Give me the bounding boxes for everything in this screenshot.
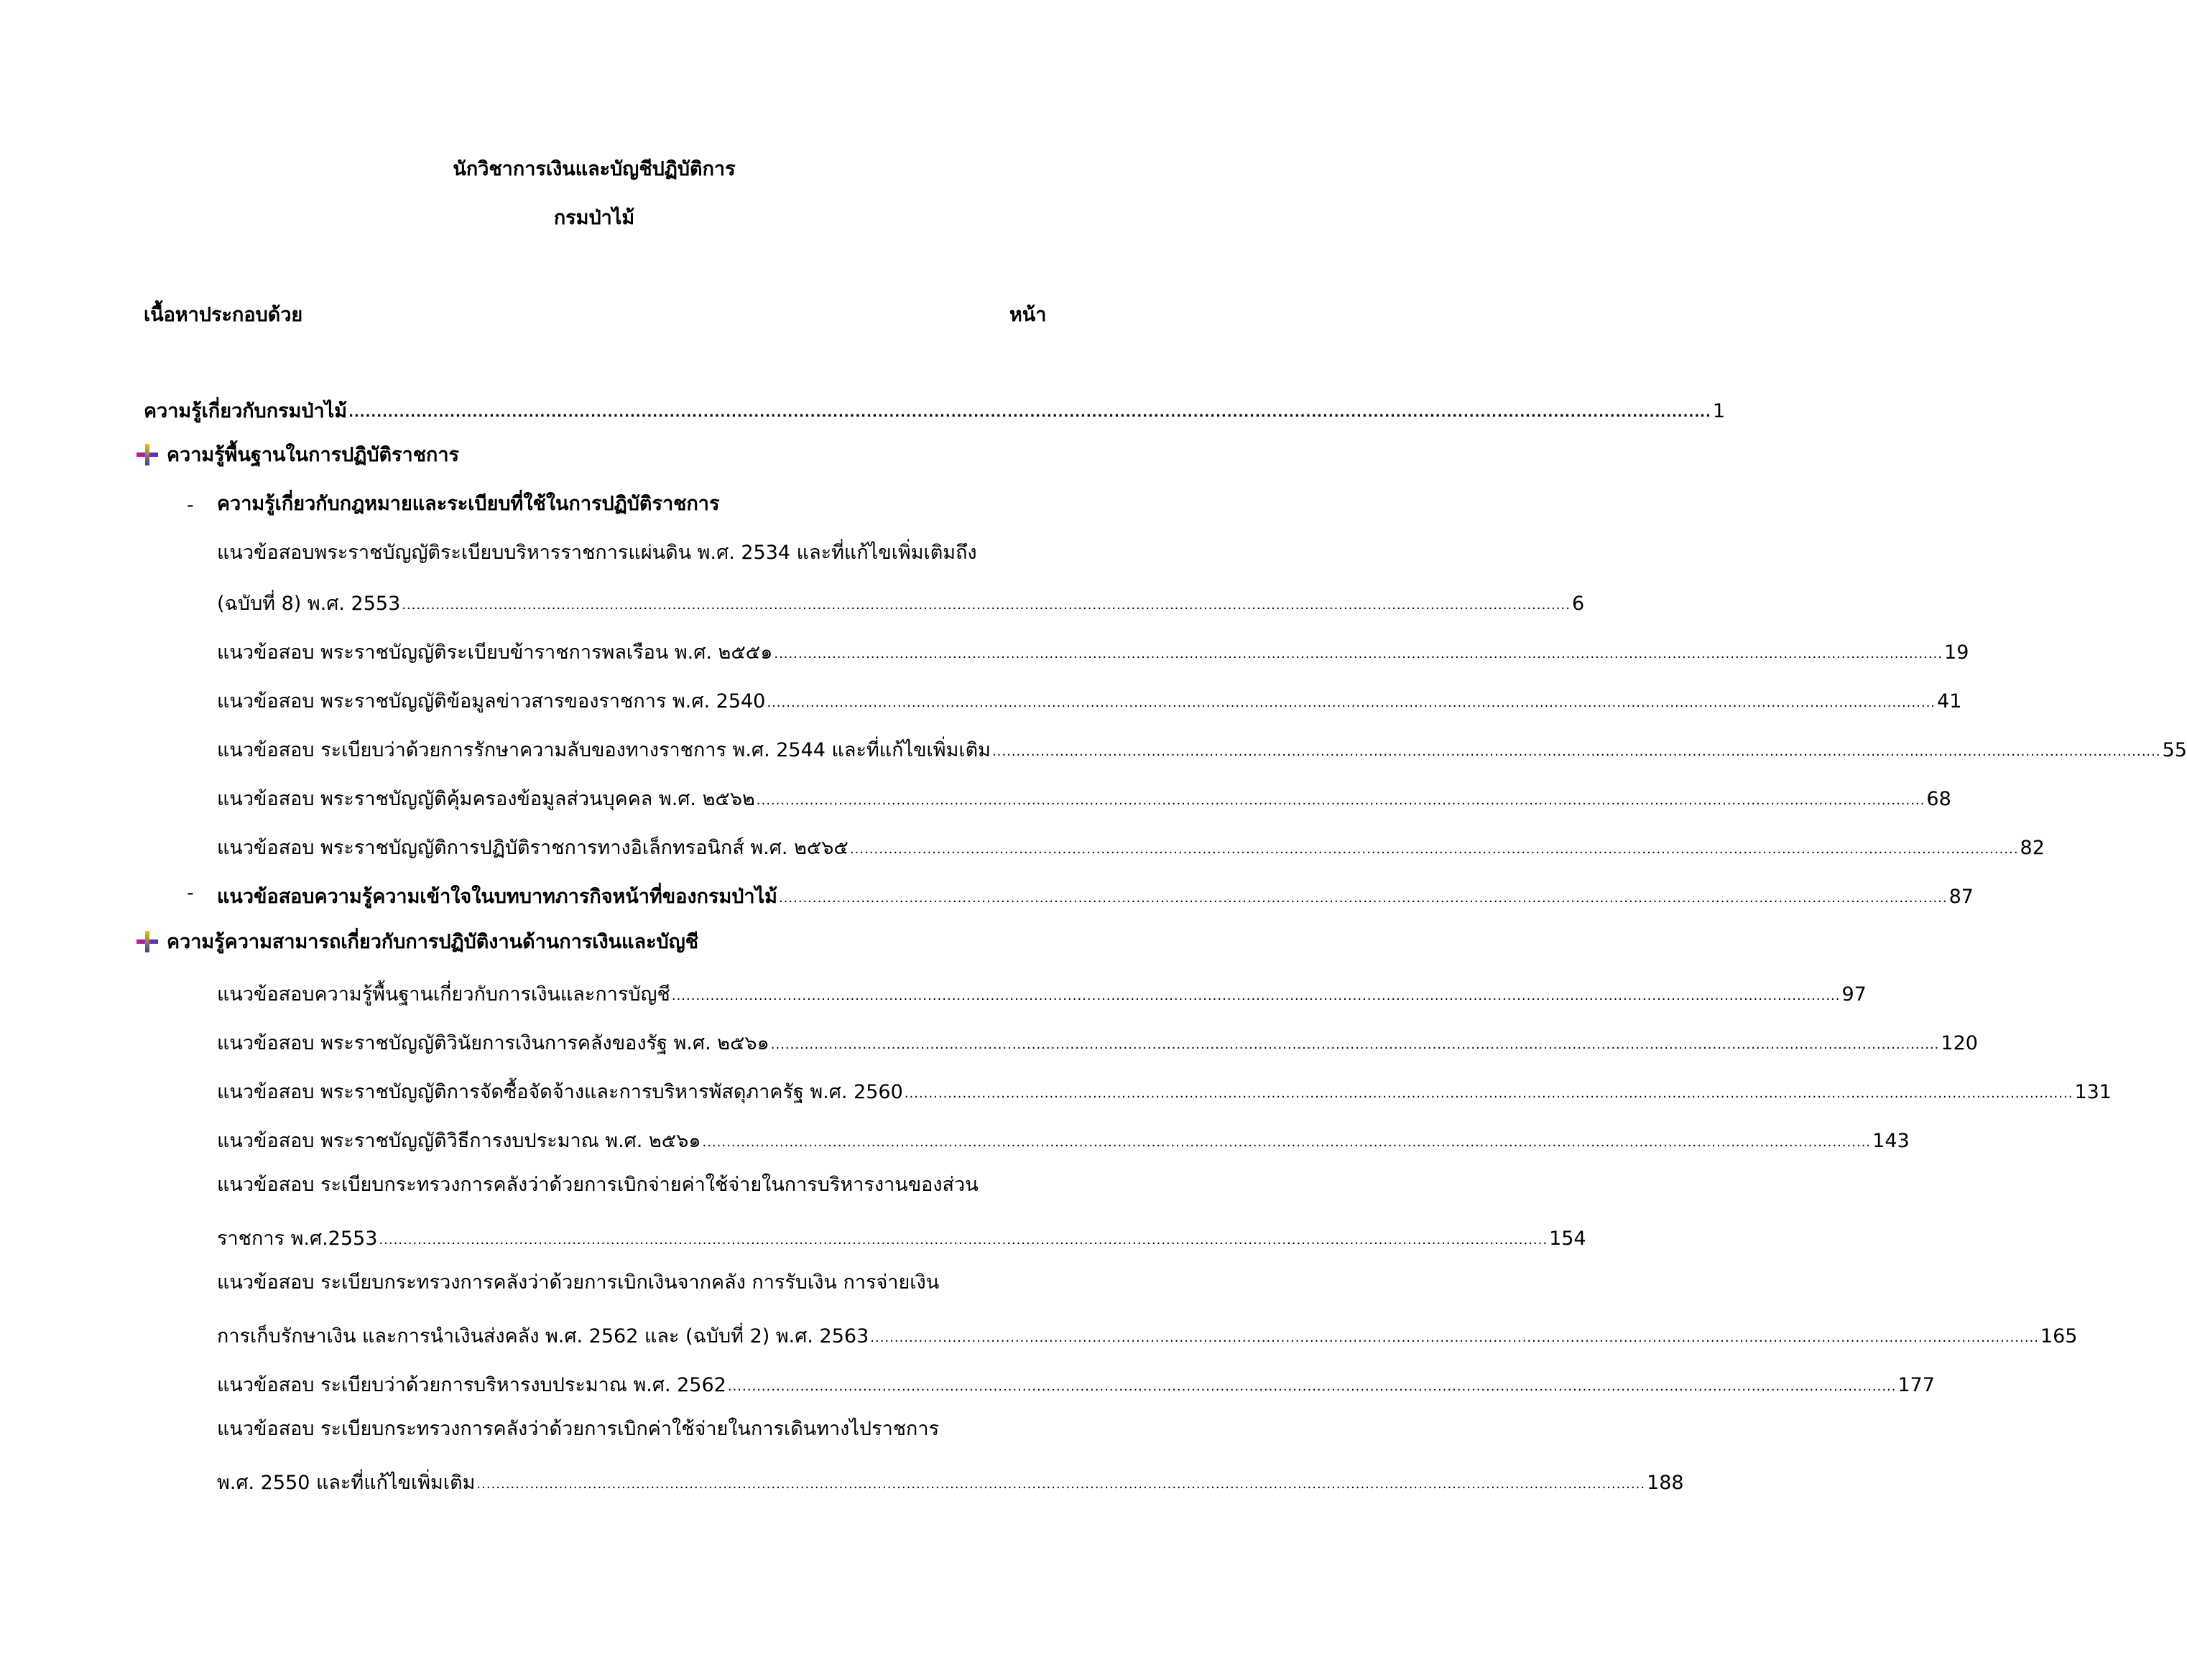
toc-entry[interactable]	[217, 1220, 1586, 1250]
toc-section[interactable]	[137, 444, 459, 465]
document-title: นักวิชาการเงินและบัญชีปฏิบัติการ	[453, 158, 736, 180]
toc-entry[interactable]	[217, 1024, 1978, 1054]
toc-entry-title[interactable]: แนวข้อสอบ ระเบียบกระทรวงการคลังว่าด้วยการเบิกค่าใช้จ่ายในการเดินทางไปราชการ	[217, 1418, 940, 1440]
toc-entry-title: แนวข้อสอบ พระราชบัญญัติวินัยการเงินการคลังของรัฐ พ.ศ. ๒๕๖๑	[217, 1032, 769, 1054]
toc-entry-title: แนวข้อสอบ พระราชบัญญัติวิธีการงบประมาณ พ.ศ. ๒๕๖๑	[217, 1130, 701, 1152]
toc-entry-title: แนวข้อสอบ พระราชบัญญัติระเบียบข้าราชการพลเรือน พ.ศ. ๒๕๕๑	[217, 641, 773, 664]
toc-section-title: ความรู้พื้นฐานในการปฏิบัติราชการ	[167, 443, 460, 466]
toc-entry-page: 131	[2074, 1081, 2112, 1103]
toc-entry-page: 120	[1941, 1032, 1978, 1054]
toc-entry-title: แนวข้อสอบ ระเบียบว่าด้วยการรักษาความลับของทางราชการ พ.ศ. 2544 และที่แก้ไขเพิ่มเติม	[217, 739, 991, 761]
leader-dots: ..................................................................................................................................................................................................................................................	[904, 1086, 2073, 1101]
toc-section[interactable]	[137, 931, 698, 952]
toc-entry-page: 154	[1549, 1227, 1586, 1250]
toc-entry-page: 19	[1944, 641, 1969, 664]
toc-entry-title: ความรู้เกี่ยวกับกรมป่าไม้	[144, 400, 348, 422]
toc-entry-page: 6	[1571, 593, 1585, 615]
leader-dots: ..................................................................................................................................................................................................................................................	[379, 1233, 1548, 1248]
page-column-heading: หน้า	[1009, 304, 1047, 326]
leader-dots: ..................................................................................................................................................................................................................................................	[770, 1037, 1940, 1052]
toc-entry-page: 188	[1647, 1472, 1684, 1494]
toc-entry[interactable]	[217, 878, 1974, 908]
leader-dots: ..................................................................................................................................................................................................................................................	[702, 1135, 1872, 1150]
toc-entry-page: 1	[1712, 400, 1726, 422]
toc-entry[interactable]	[217, 829, 2045, 859]
contents-heading: เนื้อหาประกอบด้วย	[144, 304, 303, 326]
toc-entry-title[interactable]: แนวข้อสอบ ระเบียบกระทรวงการคลังว่าด้วยการเบิกจ่ายค่าใช้จ่ายในการบริหารงานของส่วน	[217, 1174, 979, 1196]
toc-entry[interactable]	[217, 1366, 1936, 1396]
toc-entry-page: 55	[2162, 739, 2187, 761]
leader-dots: ..................................................................................................................................................................................................................................................	[870, 1330, 2039, 1345]
toc-entry[interactable]	[217, 585, 1585, 615]
leader-dots: ..................................................................................................................................................................................................................................................	[778, 891, 1948, 906]
toc-entry-page: 87	[1948, 886, 1974, 908]
plus-bullet-icon	[137, 931, 158, 952]
leader-dots: ..................................................................................................................................................................................................................................................	[727, 1379, 1897, 1394]
toc-entry[interactable]	[217, 975, 1867, 1006]
plus-bullet-icon	[137, 444, 158, 465]
toc-entry[interactable]	[144, 392, 1726, 422]
toc-entry-title: แนวข้อสอบ พระราชบัญญัติข้อมูลข่าวสารของราชการ พ.ศ. 2540	[217, 690, 766, 713]
toc-entry-page: 82	[2020, 837, 2045, 859]
toc-entry[interactable]	[217, 634, 1969, 664]
toc-entry-page: 165	[2040, 1325, 2078, 1347]
toc-entry-title: (ฉบับที่ 8) พ.ศ. 2553	[217, 593, 401, 615]
toc-entry[interactable]	[217, 1464, 1684, 1494]
toc-entry-title[interactable]: แนวข้อสอบพระราชบัญญัติระเบียบบริหารราชการแผ่นดิน พ.ศ. 2534 และที่แก้ไขเพิ่มเติมถึง	[217, 542, 977, 564]
toc-entry-title: พ.ศ. 2550 และที่แก้ไขเพิ่มเติม	[217, 1472, 476, 1494]
leader-dots: ..................................................................................................................................................................................................................................................	[671, 988, 1841, 1003]
toc-entry[interactable]	[217, 1317, 2078, 1347]
toc-entry-title[interactable]: แนวข้อสอบ ระเบียบกระทรวงการคลังว่าด้วยการเบิกเงินจากคลัง การรับเงิน การจ่ายเงิน	[217, 1271, 940, 1294]
toc-entry[interactable]	[217, 780, 1951, 810]
toc-entry-title: ราชการ พ.ศ.2553	[217, 1227, 378, 1250]
toc-entry-title: แนวข้อสอบความรู้พื้นฐานเกี่ยวกับการเงินและการบัญชี	[217, 983, 670, 1006]
leader-dots: ..................................................................................................................................................................................................................................................	[756, 793, 1925, 808]
document-subtitle: กรมป่าไม้	[553, 207, 635, 229]
toc-entry[interactable]	[217, 1073, 2112, 1103]
dash-bullet: -	[187, 882, 194, 904]
toc-entry[interactable]	[217, 1122, 1910, 1152]
toc-entry-title: แนวข้อสอบ พระราชบัญญัติการจัดซื้อจัดจ้างและการบริหารพัสดุภาครัฐ พ.ศ. 2560	[217, 1081, 903, 1103]
leader-dots: ..................................................................................................................................................................................................................................................	[774, 646, 1943, 662]
toc-entry-page: 143	[1872, 1130, 1910, 1152]
leader-dots: ..................................................................................................................................................................................................................................................	[476, 1477, 1646, 1492]
toc-entry-title: แนวข้อสอบ ระเบียบว่าด้วยการบริหารงบประมาณ พ.ศ. 2562	[217, 1374, 726, 1396]
dash-bullet: -	[187, 494, 194, 516]
leader-dots: ..................................................................................................................................................................................................................................................	[849, 842, 2019, 857]
toc-subsection-title: แนวข้อสอบความรู้ความเข้าใจในบทบาทภารกิจหน้าที่ของกรมป่าไม้	[217, 886, 777, 908]
toc-subsection-title[interactable]: ความรู้เกี่ยวกับกฎหมายและระเบียบที่ใช้ในการปฏิบัติราชการ	[217, 493, 720, 515]
toc-section-title: ความรู้ความสามารถเกี่ยวกับการปฏิบัติงานด้านการเงินและบัญชี	[167, 930, 699, 953]
toc-entry-page: 68	[1926, 788, 1951, 810]
toc-entry-title: การเก็บรักษาเงิน และการนำเงินส่งคลัง พ.ศ. 2562 และ (ฉบับที่ 2) พ.ศ. 2563	[217, 1325, 869, 1347]
leader-dots: ..................................................................................................................................................................................................................................................	[767, 695, 1936, 710]
toc-entry-title: แนวข้อสอบ พระราชบัญญัติคุ้มครองข้อมูลส่วนบุคคล พ.ศ. ๒๕๖๒	[217, 788, 755, 810]
leader-dots: ..................................................................................................................................................................................................................................................	[348, 405, 1711, 420]
toc-entry[interactable]	[217, 731, 2187, 761]
toc-entry-page: 97	[1841, 983, 1867, 1006]
toc-entry[interactable]	[217, 682, 1962, 713]
leader-dots: ..................................................................................................................................................................................................................................................	[402, 598, 1571, 613]
toc-entry-page: 177	[1897, 1374, 1936, 1396]
toc-entry-page: 41	[1937, 690, 1962, 713]
leader-dots: ..................................................................................................................................................................................................................................................	[991, 744, 2161, 759]
toc-entry-title: แนวข้อสอบ พระราชบัญญัติการปฏิบัติราชการทางอิเล็กทรอนิกส์ พ.ศ. ๒๕๖๕	[217, 837, 849, 859]
